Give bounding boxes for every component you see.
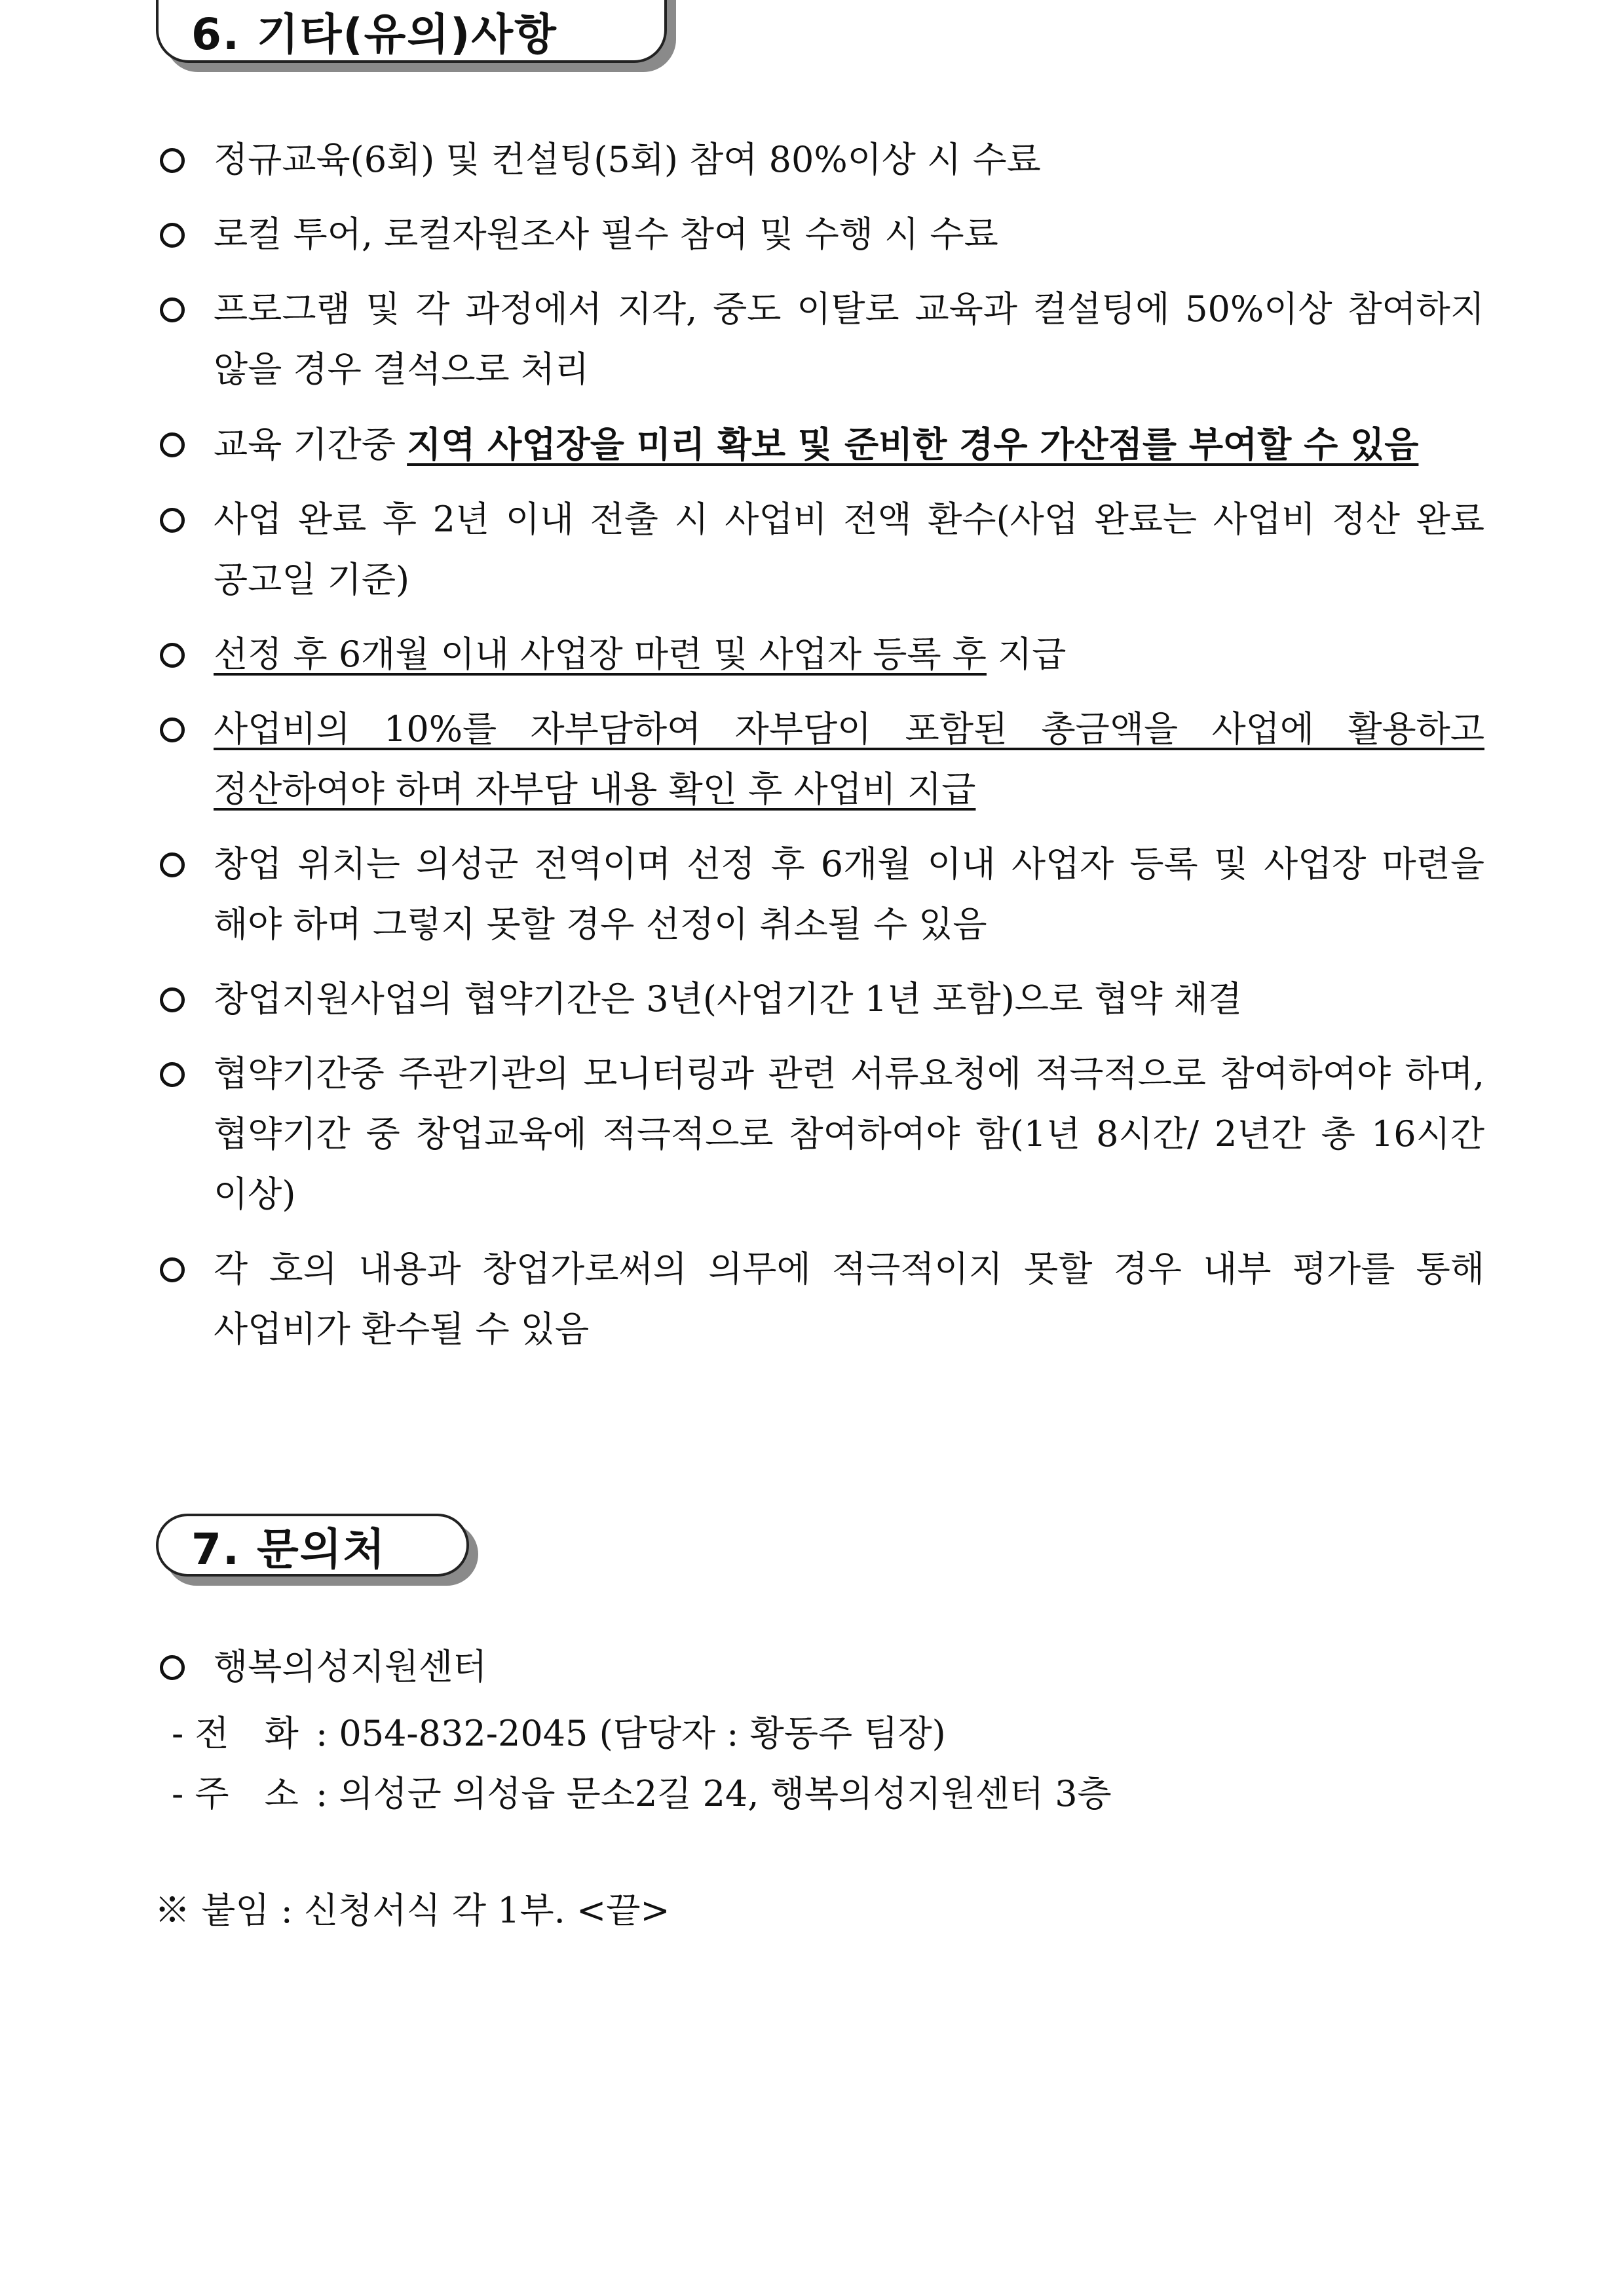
circle-bullet-icon (155, 699, 214, 759)
list-item (155, 834, 1484, 955)
list-item (155, 1044, 1484, 1225)
circle-bullet-icon (155, 414, 214, 474)
note-text (214, 624, 1484, 685)
contact-org: 행복의성지원센터 (214, 1646, 487, 1687)
section-6-title: 6. 기타(유의)사항 (191, 9, 557, 60)
attachment-note: ※ 붙임 : 신청서식 각 1부. <끝> (155, 1890, 670, 1931)
note-text-underlined: 사업비의 10%를 자부담하여 자부담이 포함된 총금액을 사업에 활용하고 정산하여야 하며 자부담 내용 확인 후 사업비 지급 (214, 708, 1484, 810)
circle-bullet-icon (155, 1637, 214, 1697)
list-item (155, 414, 1484, 475)
note-text: 로컬 투어, 로컬자원조사 필수 참여 및 수행 시 수료 (214, 214, 998, 255)
list-item (155, 1637, 1484, 1697)
list-item (155, 624, 1484, 685)
circle-bullet-icon (155, 1239, 214, 1299)
list-item (155, 969, 1484, 1029)
circle-bullet-icon (155, 130, 214, 190)
note-text: 창업지원사업의 협약기간은 3년(사업기간 1년 포함)으로 협약 채결 (214, 978, 1243, 1020)
note-text: 프로그램 및 각 과정에서 지각, 중도 이탈로 교육과 컬설팅에 50%이상 참여하지 않을 경우 결석으로 처리 (214, 288, 1484, 390)
phone-label: - 전 화 (172, 1713, 299, 1754)
list-item (155, 204, 1484, 265)
notes-list (155, 130, 1484, 1374)
circle-bullet-icon (155, 204, 214, 265)
list-item (155, 699, 1484, 820)
circle-bullet-icon (155, 1044, 214, 1104)
circle-bullet-icon (155, 624, 214, 685)
section-6-title-box (156, 0, 667, 63)
list-item (155, 489, 1484, 610)
contact-phone (172, 1704, 946, 1764)
circle-bullet-icon (155, 279, 214, 339)
section-6-header (156, 0, 667, 63)
section-7-title: 7. 문의처 (191, 1523, 387, 1575)
address-value: : 의성군 의성읍 문소2길 24, 행복의성지원센터 3층 (316, 1773, 1112, 1814)
note-text: 각 호의 내용과 창업가로써의 의무에 적극적이지 못할 경우 내부 평가를 통해 사업비가 환수될 수 있음 (214, 1248, 1484, 1350)
note-text-underlined: 선정 후 6개월 이내 사업장 마련 및 사업자 등록 후 (214, 634, 987, 675)
address-label: - 주 소 (172, 1773, 299, 1814)
list-item (155, 279, 1484, 400)
note-text: 창업 위치는 의성군 전역이며 선정 후 6개월 이내 사업자 등록 및 사업장 마련을 해야 하며 그렇지 못할 경우 선정이 취소될 수 있음 (214, 843, 1484, 945)
phone-value: : 054-832-2045 (담당자 : 황동주 팀장) (316, 1713, 946, 1754)
note-text (214, 699, 1484, 820)
circle-bullet-icon (155, 834, 214, 894)
note-text: 협약기간중 주관기관의 모니터링과 관련 서류요청에 적극적으로 참여하여야 하며, 협약기간 중 창업교육에 적극적으로 참여하여야 함(1년 8시간/ 2년간 총 16시간 이상) (214, 1053, 1484, 1215)
section-7-header (156, 1514, 469, 1577)
note-text-emphasis: 지역 사업장을 미리 확보 및 준비한 경우 가산점를 부여할 수 있음 (407, 423, 1419, 465)
note-text-plain: 교육 기간중 (214, 424, 407, 465)
circle-bullet-icon (155, 489, 214, 550)
note-text-plain: 지급 (986, 634, 1067, 675)
note-text: 정규교육(6회) 및 컨설팅(5회) 참여 80%이상 시 수료 (214, 139, 1041, 180)
contact-address (172, 1764, 1112, 1824)
circle-bullet-icon (155, 969, 214, 1029)
note-text: 사업 완료 후 2년 이내 전출 시 사업비 전액 환수(사업 완료는 사업비 정산 완료 공고일 기준) (214, 499, 1484, 600)
section-7-title-box (156, 1514, 469, 1577)
contact-list (155, 1637, 1484, 1712)
list-item (155, 1239, 1484, 1360)
note-text (214, 414, 1484, 475)
list-item (155, 130, 1484, 190)
